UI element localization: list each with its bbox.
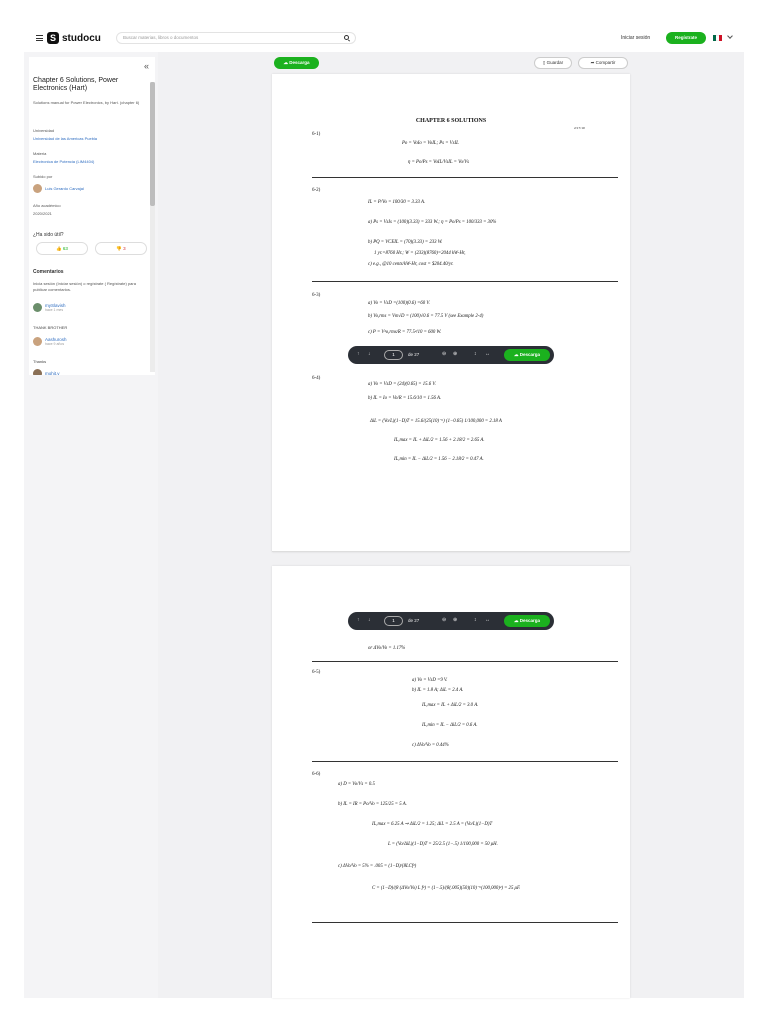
chevron-down-icon[interactable] [727,33,733,39]
thumbs-up-icon: 👍 [56,246,63,251]
page-toolbar [348,346,554,364]
download-button[interactable] [274,57,319,69]
cloud-download-icon: ☁ [513,618,520,623]
uploader-label: Subido por [33,174,53,179]
comment-time: hace 1 mes [45,308,64,312]
page-edge [272,551,630,552]
comment-author[interactable]: mySlavish [45,303,66,308]
problem-label: 6-3) [312,293,321,298]
equation: IL,max = 6.25 A ⇒ ΔiL/2 = 1.25; ΔiL = 2.5 A = (Vo/L)(1−D)T [372,822,493,827]
comment-author[interactable]: Aashurosh [45,337,67,342]
sidebar [24,52,158,998]
equation: a) Vo = VsD =(100)(0.6) =60 V. [368,301,430,306]
share-icon: ➦ [590,60,596,65]
equation: or ΔVo/Vo = 1.17% [368,646,406,651]
login-link[interactable]: Iniciar sesión [621,35,651,41]
page-number-input[interactable]: 1 [384,616,403,626]
share-label: Compartir [595,60,616,65]
sidebar-card [29,57,155,375]
equation: c) e.g., @10 cents/kW-Hr, cost = $204.40/yr. [368,262,454,267]
equation: c) ΔVo/Vo = 0.44% [412,743,449,748]
equation: IL,max = IL + ΔiL/2 = 1.56 + 2.18/2 = 2.65 A. [394,438,485,443]
university-label: Universidad [33,128,55,133]
university-link[interactable]: Universidad de las Americas Puebla [33,136,98,141]
equation: Po = VoIo = VoIL; Ps = VsIL [402,141,459,146]
subject-label: Materia [33,151,47,156]
logo[interactable] [47,31,101,45]
toolbar-download-button[interactable] [504,615,550,627]
toolbar-download-label: Descarga [519,352,541,357]
equation: b) Vo,rms = Vm√D = (100)√0.6 = 77.5 V (see Example 2-4) [368,314,484,319]
page-number-input[interactable]: 1 [384,350,403,360]
equation: a) Vo = VsD = (24)(0.65) = 15.6 V. [368,382,436,387]
arrow-up-icon[interactable]: ↑ [357,617,360,623]
register-button[interactable]: Regístrate [666,32,706,44]
collapse-icon[interactable]: « [143,61,149,71]
equation: IL,min = IL − ΔiL/2 = 0.6 A. [422,723,478,728]
logo-icon: S [47,32,59,44]
upvote-button[interactable] [36,242,88,255]
login-note[interactable]: Inicia sesión (Iniciar sesión) o regístrate ( Regístrate) para publicar comentarios. [33,281,136,292]
page-toolbar [348,612,554,630]
mexico-flag-icon[interactable] [713,35,722,41]
avatar [33,303,42,312]
avatar [33,369,42,375]
doc-date: 2/17/10 [574,126,585,130]
divider [312,661,618,662]
thumbs-down-icon: 👎 [116,246,124,251]
search-icon[interactable] [344,35,349,40]
zoom-out-icon[interactable]: ⊖ [442,617,447,623]
subject-link[interactable]: Electronica de Potencia (LIM4404) [33,159,95,164]
save-label: Guardar [546,60,564,65]
upvote-count: 63 [62,246,68,251]
equation: c) ΔVo/Vo = 5% = .005 = (1−D)/(8LCf²) [338,864,417,869]
comment [33,337,67,346]
doc-chapter-title: CHAPTER 6 SOLUTIONS [415,118,487,124]
cloud-download-icon: ☁ [283,60,290,65]
document-title: Chapter 6 Solutions, Power Electronics (Hart) [33,77,119,92]
zoom-in-icon[interactable]: ⊕ [453,617,458,623]
bookmark-icon: ▯ [542,60,547,65]
equation: ΔiL = (Vo/L)(1−D)T = 15.6/(25(10)⁻⁶) (1−0.65) 1/100,000 = 2.18 A [370,419,502,424]
comment-text: THANK BROTHER [33,325,68,330]
equation: IL,max = IL + ΔiL/2 = 3.0 A. [422,703,479,708]
helpful-question: ¿Ha sido útil? [33,232,64,238]
zoom-in-icon[interactable]: ⊕ [453,351,458,357]
toolbar-download-button[interactable] [504,349,550,361]
equation: a) Ps = VsIs = (100)(3.33) = 333 W.; η = Po/Ps = 100/333 = 30% [368,220,497,225]
fit-width-icon[interactable]: ↔ [485,617,490,623]
top-bar [24,26,744,52]
divider [312,761,618,762]
equation: IL = P/Vo = 100/30 = 3.33 A. [368,200,426,205]
toolbar-download-label: Descarga [519,618,541,623]
share-button[interactable] [578,57,628,69]
equation: L = (Vo/ΔiL)(1−D)T = 25/2.5 (1−.5) 1/100,000 = 50 μH. [388,842,498,847]
uploader-name[interactable]: Luis Gerardo Carvajal [45,186,84,191]
divider [312,922,618,923]
save-button[interactable] [534,57,572,69]
document-viewer [158,52,744,998]
equation: IL,min = IL − ΔiL/2 = 1.56 − 2.18/2 = 0.47 A. [394,457,484,462]
problem-label: 6-5) [312,670,321,675]
document-description: Solutions manual for Power Electronics, by Hart. (chapter 6) [33,100,140,105]
downvote-button[interactable] [95,242,147,255]
equation: 1 yr.=8760 Hr.; W = (233)(8760)=2044 kW-Hr, [374,251,466,256]
problem-label: 6-1) [312,132,321,137]
avatar [33,337,42,346]
equation: b) IL = Io = Vo/R = 15.6/10 = 1.56 A. [368,396,442,401]
comment-text: Thanks [33,359,47,364]
document-page-1 [272,74,630,552]
equation: c) P = V²o,rms/R = 77.5²/10 = 600 W. [368,330,442,335]
equation: a) Vo = VsD =9 V. [412,678,448,683]
fit-width-icon[interactable]: ↔ [485,351,490,357]
scroll-thumb[interactable] [150,82,155,206]
problem-label: 6-4) [312,376,321,381]
search-placeholder: Buscar materias, libros o documentos [123,35,199,40]
arrow-down-icon[interactable]: ↓ [368,351,371,357]
equation: b) IL = 1.8 A; ΔiL = 2.4 A. [412,688,464,693]
divider [312,177,618,178]
zoom-out-icon[interactable]: ⊖ [442,351,447,357]
equation: C = (1−D)/(8 (ΔVo/Vo) L f²) = (1−.5)/(8(.005)(50)(10)⁻⁶(100,000)²) = 25 μF. [372,886,521,891]
comments-title: Comentarios [33,269,64,275]
year-label: Año académico [33,203,61,208]
page-total: de 27 [408,352,420,357]
cloud-download-icon: ☁ [513,352,520,357]
logo-text: studocu [62,32,101,44]
comment-author[interactable]: mohit.v [45,371,60,375]
equation: η = Po/Ps = VoIL/VsIL = Vo/Vs [408,160,470,165]
document-page-2 [272,566,630,998]
fit-height-icon[interactable]: ↕ [474,617,477,623]
page-total: de 27 [408,618,420,623]
fit-height-icon[interactable]: ↕ [474,351,477,357]
problem-label: 6-2) [312,188,321,193]
comment [33,369,60,375]
comment [33,303,66,312]
search-input[interactable] [116,32,356,44]
download-label: Descarga [289,60,310,65]
problem-label: 6-6) [312,772,321,777]
sidebar-scrollbar[interactable] [150,82,155,372]
comment-time: hace 9 años [45,342,65,346]
downvote-count: 3 [123,246,126,251]
divider [312,281,618,282]
equation: a) D = Vo/Vs = 0.5 [338,782,375,787]
menu-icon[interactable] [36,35,43,41]
equation: b) IL = IR = Po/Vo = 125/25 = 5 A. [338,802,407,807]
avatar [33,184,42,193]
arrow-up-icon[interactable]: ↑ [357,351,360,357]
equation: b) PQ = VCEIL = (70)(3.33) = 233 W. [368,240,443,245]
uploader[interactable] [33,184,84,193]
year-value: 2020/2021 [33,211,52,216]
arrow-down-icon[interactable]: ↓ [368,617,371,623]
